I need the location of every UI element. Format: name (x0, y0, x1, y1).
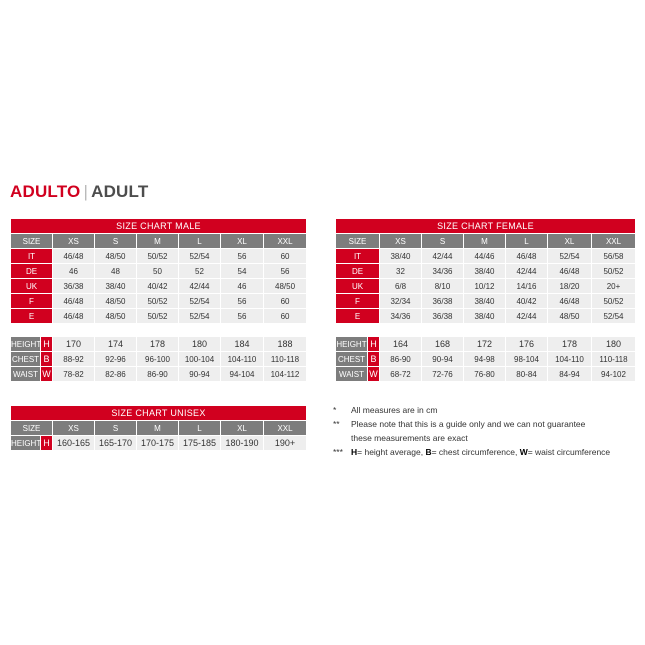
cell: 46 (221, 279, 264, 294)
cell: 98-104 (506, 352, 548, 367)
row-label-it: IT (11, 249, 53, 264)
cell: 82-86 (95, 367, 137, 382)
note-3-h: H (351, 446, 358, 457)
cell: 184 (221, 337, 264, 352)
col-xs: XS (380, 234, 422, 249)
table-row (11, 264, 307, 279)
row-label-de: DE (336, 264, 380, 279)
size-chart-unisex-table (10, 405, 307, 451)
cell: 38/40 (464, 264, 506, 279)
cell: 34/36 (422, 264, 464, 279)
cell: 52 (179, 264, 221, 279)
cell: 42/44 (179, 279, 221, 294)
cell: 50/52 (592, 294, 636, 309)
cell: 56/58 (592, 249, 636, 264)
cell: 96-100 (137, 352, 179, 367)
cell: 46/48 (53, 294, 95, 309)
cell: 48/50 (95, 309, 137, 324)
note-1-mark: * (333, 405, 337, 415)
table-row (336, 264, 636, 279)
unisex-header: SIZE CHART UNISEX (11, 406, 307, 421)
cell: 46/48 (53, 309, 95, 324)
cell: 14/16 (506, 279, 548, 294)
cell: 36/38 (53, 279, 95, 294)
column-header-row (336, 234, 636, 249)
size-chart-male-measures (10, 336, 307, 382)
cell: 188 (264, 337, 307, 352)
cell: 160-165 (53, 436, 95, 451)
row-label-e: E (11, 309, 53, 324)
col-size: SIZE (11, 234, 53, 249)
cell: 180 (592, 337, 636, 352)
col-m: M (464, 234, 506, 249)
cell: 170 (53, 337, 95, 352)
cell: 104-112 (264, 367, 307, 382)
cell: 50 (137, 264, 179, 279)
cell: 40/42 (506, 294, 548, 309)
note-3-b: B (425, 446, 432, 457)
note-3 (333, 446, 643, 459)
cell: 38/40 (464, 294, 506, 309)
cell: 50/52 (137, 249, 179, 264)
measure-letter-w: W (368, 367, 380, 382)
size-chart-female-measures (335, 336, 636, 382)
cell: 52/54 (548, 249, 592, 264)
cell: 56 (264, 264, 307, 279)
cell: 20+ (592, 279, 636, 294)
cell: 86-90 (137, 367, 179, 382)
table-header-row (336, 219, 636, 234)
col-xl: XL (221, 234, 264, 249)
col-xl: XL (548, 234, 592, 249)
cell: 90-94 (422, 352, 464, 367)
measure-name-chest: CHEST (336, 352, 368, 367)
cell: 110-118 (592, 352, 636, 367)
cell: 174 (95, 337, 137, 352)
cell: 94-104 (221, 367, 264, 382)
measure-letter-b: B (368, 352, 380, 367)
table-row (11, 279, 307, 294)
cell: 104-110 (548, 352, 592, 367)
note-3-w: W (519, 446, 528, 457)
measure-row (336, 352, 636, 367)
column-header-row (11, 234, 307, 249)
cell: 32 (380, 264, 422, 279)
measure-letter-h: H (41, 436, 53, 451)
table-row (336, 249, 636, 264)
measure-name-waist: WAIST (11, 367, 41, 382)
measure-row (11, 436, 307, 451)
cell: 56 (221, 309, 264, 324)
note-2 (333, 418, 643, 431)
cell: 178 (548, 337, 592, 352)
table-header-row (11, 219, 307, 234)
cell: 32/34 (380, 294, 422, 309)
row-label-de: DE (11, 264, 53, 279)
size-chart-female-table (335, 218, 636, 324)
row-label-f: F (336, 294, 380, 309)
cell: 94-102 (592, 367, 636, 382)
note-2-mark: ** (333, 419, 340, 430)
measure-row (336, 367, 636, 382)
cell: 80-84 (506, 367, 548, 382)
col-s: S (422, 234, 464, 249)
table-row (11, 309, 307, 324)
col-xxl: XXL (264, 234, 307, 249)
page-title-separator: | (83, 182, 89, 201)
cell: 90-94 (179, 367, 221, 382)
col-size: SIZE (11, 421, 53, 436)
cell: 56 (221, 249, 264, 264)
cell: 34/36 (380, 309, 422, 324)
cell: 84-94 (548, 367, 592, 382)
cell: 52/54 (592, 309, 636, 324)
cell: 52/54 (179, 309, 221, 324)
cell: 46/48 (548, 264, 592, 279)
col-m: M (137, 234, 179, 249)
row-label-f: F (11, 294, 53, 309)
cell: 6/8 (380, 279, 422, 294)
col-m: M (137, 421, 179, 436)
female-header: SIZE CHART FEMALE (336, 219, 636, 234)
cell: 104-110 (221, 352, 264, 367)
cell: 68-72 (380, 367, 422, 382)
cell: 8/10 (422, 279, 464, 294)
measure-name-height: HEIGHT (11, 436, 41, 451)
cell: 42/44 (422, 249, 464, 264)
cell: 172 (464, 337, 506, 352)
col-xs: XS (53, 234, 95, 249)
col-s: S (95, 234, 137, 249)
cell: 190+ (264, 436, 307, 451)
measure-row (336, 337, 636, 352)
table-row (336, 294, 636, 309)
size-chart-male-table (10, 218, 307, 324)
col-l: L (179, 421, 221, 436)
note-3-mark: *** (333, 446, 343, 457)
cell: 170-175 (137, 436, 179, 451)
column-header-row (11, 421, 307, 436)
cell: 46/48 (53, 249, 95, 264)
measure-name-height: HEIGHT (336, 337, 368, 352)
cell: 50/52 (592, 264, 636, 279)
col-size: SIZE (336, 234, 380, 249)
cell: 168 (422, 337, 464, 352)
cell: 50/52 (137, 294, 179, 309)
cell: 38/40 (464, 309, 506, 324)
measure-row (11, 367, 307, 382)
cell: 60 (264, 294, 307, 309)
cell: 180-190 (221, 436, 264, 451)
table-row (336, 279, 636, 294)
male-header: SIZE CHART MALE (11, 219, 307, 234)
measure-letter-h: H (368, 337, 380, 352)
note-3-text (351, 446, 643, 459)
cell: 50/52 (137, 309, 179, 324)
cell: 78-82 (53, 367, 95, 382)
cell: 60 (264, 309, 307, 324)
measure-letter-h: H (41, 337, 53, 352)
cell: 88-92 (53, 352, 95, 367)
row-label-it: IT (336, 249, 380, 264)
page-title-it: ADULTO (10, 182, 81, 201)
cell: 72-76 (422, 367, 464, 382)
cell: 56 (221, 294, 264, 309)
note-1-text: All measures are in cm (351, 405, 438, 415)
note-1 (333, 404, 643, 417)
cell: 46/48 (548, 294, 592, 309)
note-2-text: Please note that this is a guide only and we can not guarantee (351, 419, 586, 430)
cell: 42/44 (506, 264, 548, 279)
table-row (11, 294, 307, 309)
cell: 175-185 (179, 436, 221, 451)
cell: 42/44 (506, 309, 548, 324)
cell: 165-170 (95, 436, 137, 451)
cell: 18/20 (548, 279, 592, 294)
cell: 86-90 (380, 352, 422, 367)
cell: 36/38 (422, 309, 464, 324)
cell: 38/40 (95, 279, 137, 294)
measure-letter-w: W (41, 367, 53, 382)
page-title-en: ADULT (91, 182, 149, 201)
cell: 48/50 (95, 249, 137, 264)
note-2-continued: these measurements are exact (351, 433, 468, 444)
cell: 180 (179, 337, 221, 352)
col-xs: XS (53, 421, 95, 436)
cell: 46 (53, 264, 95, 279)
col-xxl: XXL (264, 421, 307, 436)
cell: 40/42 (137, 279, 179, 294)
cell: 176 (506, 337, 548, 352)
cell: 178 (137, 337, 179, 352)
table-row (336, 309, 636, 324)
note-3-a: = height average, (357, 446, 426, 457)
row-label-e: E (336, 309, 380, 324)
col-xl: XL (221, 421, 264, 436)
col-s: S (95, 421, 137, 436)
cell: 46/48 (506, 249, 548, 264)
cell: 48 (95, 264, 137, 279)
page-title (10, 182, 148, 202)
cell: 48/50 (548, 309, 592, 324)
measure-letter-b: B (41, 352, 53, 367)
measure-name-height: HEIGHT (11, 337, 41, 352)
cell: 52/54 (179, 249, 221, 264)
cell: 164 (380, 337, 422, 352)
table-row (11, 249, 307, 264)
row-label-uk: UK (11, 279, 53, 294)
cell: 54 (221, 264, 264, 279)
cell: 48/50 (264, 279, 307, 294)
note-3-e: = waist circumference (527, 446, 611, 457)
col-l: L (506, 234, 548, 249)
col-l: L (179, 234, 221, 249)
measure-row (11, 352, 307, 367)
cell: 48/50 (95, 294, 137, 309)
cell: 76-80 (464, 367, 506, 382)
cell: 44/46 (464, 249, 506, 264)
measure-name-chest: CHEST (11, 352, 41, 367)
row-label-uk: UK (336, 279, 380, 294)
notes-block (333, 404, 643, 460)
cell: 36/38 (422, 294, 464, 309)
col-xxl: XXL (592, 234, 636, 249)
measure-name-waist: WAIST (336, 367, 368, 382)
cell: 94-98 (464, 352, 506, 367)
cell: 100-104 (179, 352, 221, 367)
cell: 52/54 (179, 294, 221, 309)
cell: 38/40 (380, 249, 422, 264)
cell: 60 (264, 249, 307, 264)
note-3-c: = chest circumference, (431, 446, 520, 457)
cell: 110-118 (264, 352, 307, 367)
table-header-row (11, 406, 307, 421)
measure-row (11, 337, 307, 352)
cell: 92-96 (95, 352, 137, 367)
cell: 10/12 (464, 279, 506, 294)
